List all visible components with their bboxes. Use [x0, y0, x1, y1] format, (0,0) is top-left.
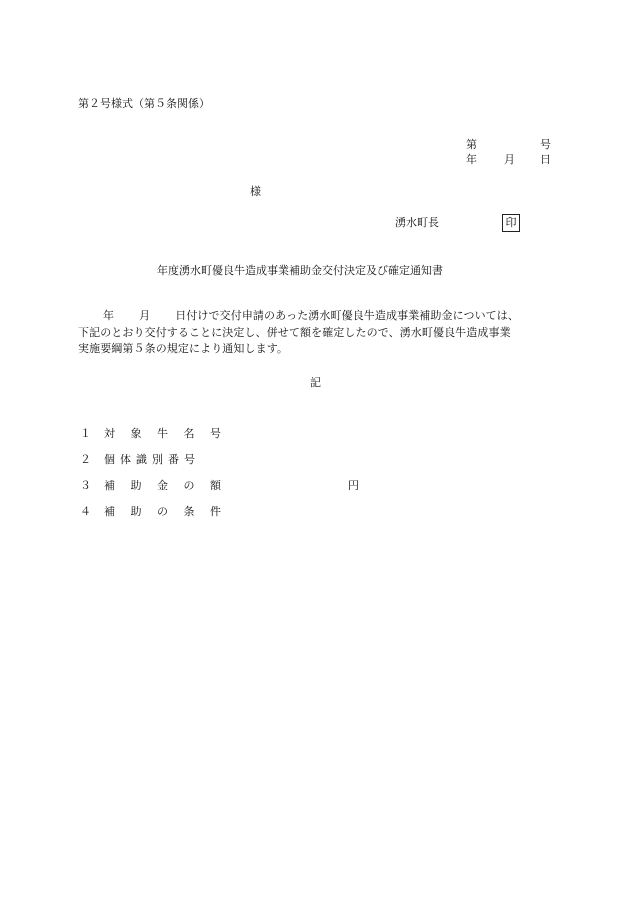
item-label: 補 助 金 の 額	[104, 479, 227, 492]
ki-heading: 記	[310, 376, 321, 389]
item-number: ３	[80, 479, 91, 492]
issuer-name: 湧水町長	[395, 216, 439, 229]
item-label: 対 象 牛 名 号	[104, 427, 227, 440]
date-month: 月	[504, 153, 515, 166]
number-suffix: 号	[540, 138, 551, 151]
body-line-1-text: 日付けで交付申請のあった湧水町優良牛造成事業補助金については、	[175, 309, 519, 322]
form-code: 第２号様式（第５条関係）	[78, 97, 210, 110]
item-unit: 円	[348, 479, 359, 492]
date-year: 年	[466, 153, 477, 166]
body-line-3: 実施要綱第５条の規定により通知します。	[78, 342, 289, 355]
item-label: 補 助 の 条 件	[104, 505, 227, 518]
seal-box: 印	[502, 214, 520, 232]
document-title: 年度湧水町優良牛造成事業補助金交付決定及び確定通知書	[157, 264, 443, 277]
body-paragraph	[78, 308, 558, 358]
item-label: 個体識別番号	[104, 453, 200, 466]
body-month: 月	[139, 309, 151, 322]
number-prefix: 第	[466, 138, 477, 151]
item-number: ４	[80, 505, 91, 518]
body-line-2: 下記のとおり交付することに決定し、併せて額を確定したので、湧水町優良牛造成事業	[78, 325, 511, 339]
body-year: 年	[103, 309, 115, 322]
date-day: 日	[540, 153, 551, 166]
item-number: １	[80, 427, 91, 440]
addressee: 様	[250, 185, 261, 198]
body-line-1	[78, 308, 558, 325]
item-number: ２	[80, 453, 91, 466]
